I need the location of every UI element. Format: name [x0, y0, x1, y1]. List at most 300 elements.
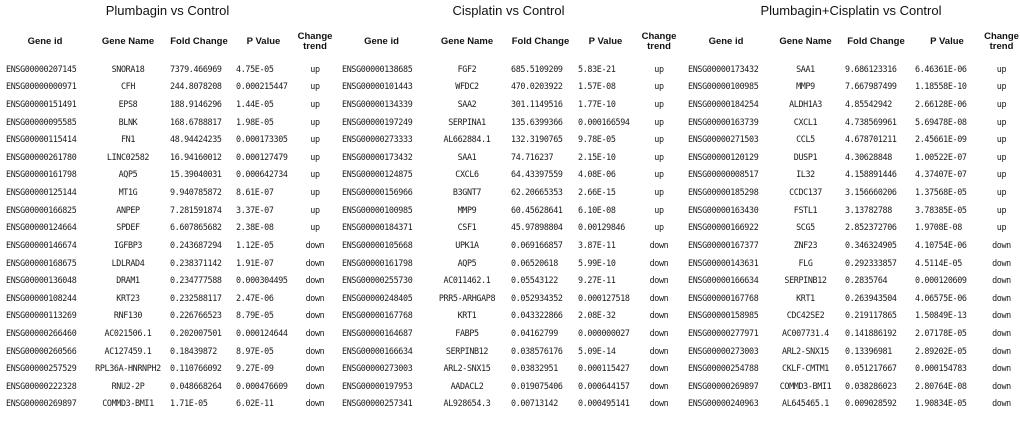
table-row [682, 201, 1020, 219]
p-value-cell: 4.75E-05 [236, 63, 274, 74]
fold-change-cell: 0.234777588 [170, 275, 222, 286]
gene-name-cell: AQP5 [118, 169, 138, 180]
header-row [336, 24, 681, 60]
change-trend-cell: up [310, 116, 320, 127]
table-row [0, 218, 335, 236]
change-trend-cell: up [654, 187, 664, 198]
change-trend-cell: down [992, 345, 1011, 356]
table-row [0, 201, 335, 219]
fold-change-cell: 0.04162799 [511, 327, 558, 338]
gene-name-cell: AC021506.1 [104, 327, 152, 338]
table-row [336, 359, 681, 377]
fold-change-cell: 0.2835764 [845, 275, 888, 286]
header-p-value: P Value [930, 36, 964, 47]
change-trend-cell: down [649, 275, 669, 286]
fold-change-cell: 0.263943504 [845, 292, 897, 303]
gene-id-cell: ENSG00000158985 [688, 310, 759, 321]
change-trend-cell: up [654, 151, 664, 162]
gene-name-cell: ANPEP [116, 204, 140, 215]
p-value-cell: 9.27E-11 [578, 275, 616, 286]
gene-name-cell: IGFBP3 [113, 239, 143, 250]
gene-name-cell: ARL2-SNX15 [443, 363, 491, 374]
change-trend-cell: up [996, 99, 1007, 110]
fold-change-cell: 0.13396981 [845, 345, 892, 356]
panel-title: Cisplatin vs Control [452, 3, 565, 18]
fold-change-cell: 3.13782788 [845, 204, 892, 215]
fold-change-cell: 0.009028592 [845, 398, 897, 409]
table-row [336, 148, 681, 166]
fold-change-cell: 0.05543122 [511, 275, 558, 286]
table-row [336, 236, 681, 254]
fold-change-cell: 0.202007501 [170, 327, 222, 338]
panel-title: Plumbagin vs Control [105, 3, 230, 18]
table-row [336, 307, 681, 325]
gene-name-cell: CXCL6 [455, 169, 479, 180]
change-trend-cell: up [996, 151, 1007, 162]
table-row [682, 113, 1020, 131]
fold-change-cell: 64.43397559 [511, 169, 563, 180]
gene-name-cell: MT1G [118, 187, 138, 198]
gene-id-cell: ENSG00000222328 [6, 380, 77, 391]
p-value-cell: 2.15E-10 [578, 151, 616, 162]
change-trend-cell: down [305, 363, 325, 374]
p-value-cell: 0.000215447 [236, 81, 288, 92]
table-row [0, 289, 335, 307]
gene-id-cell: ENSG00000277971 [688, 327, 759, 338]
p-value-cell: 4.10754E-06 [915, 239, 967, 250]
table-row [682, 236, 1020, 254]
fold-change-cell: 0.292333857 [845, 257, 897, 268]
fold-change-cell: 0.238371142 [170, 257, 222, 268]
p-value-cell: 1.98E-05 [236, 116, 274, 127]
fold-change-cell: 60.45628641 [511, 204, 563, 215]
gene-name-cell: SAA1 [796, 63, 815, 74]
change-trend-cell: up [654, 99, 664, 110]
fold-change-cell: 48.94424235 [170, 134, 222, 145]
table-row [336, 60, 681, 78]
p-value-cell: 3.78385E-05 [915, 204, 967, 215]
table-row [682, 218, 1020, 236]
p-value-cell: 8.61E-07 [236, 187, 274, 198]
gene-name-cell: KRT1 [796, 292, 815, 303]
gene-name-cell: FGF2 [457, 63, 477, 74]
change-trend-cell: down [649, 380, 669, 391]
gene-id-cell: ENSG00000167768 [688, 292, 759, 303]
gene-name-cell: RNU2-2P [111, 380, 145, 391]
gene-name-cell: AC011462.1 [443, 275, 491, 286]
gene-id-cell: ENSG00000008517 [688, 169, 759, 180]
fold-change-cell: 7379.466969 [170, 63, 222, 74]
gene-id-cell: ENSG00000156966 [342, 187, 413, 198]
p-value-cell: 4.37407E-07 [915, 169, 967, 180]
change-trend-cell: down [305, 380, 325, 391]
fold-change-cell: 135.6399366 [511, 116, 563, 127]
gene-id-cell: ENSG00000124875 [342, 169, 413, 180]
gene-id-cell: ENSG00000151491 [6, 99, 77, 110]
p-value-cell: 0.000120609 [915, 275, 967, 286]
fold-change-cell: 4.85542942 [845, 99, 892, 110]
fold-change-cell: 0.038286023 [845, 380, 897, 391]
gene-name-cell: KRT23 [116, 292, 140, 303]
change-trend-cell: up [996, 81, 1007, 92]
change-trend-cell: down [992, 380, 1011, 391]
fold-change-cell: 132.3190765 [511, 134, 563, 145]
gene-id-cell: ENSG00000273333 [342, 134, 413, 145]
p-value-cell: 2.66E-15 [578, 187, 616, 198]
p-value-cell: 0.000304495 [236, 275, 288, 286]
fold-change-cell: 2.852372706 [845, 222, 897, 233]
p-value-cell: 1.57E-08 [578, 81, 616, 92]
gene-name-cell: SCG5 [796, 222, 815, 233]
gene-id-cell: ENSG00000167768 [342, 310, 413, 321]
gene-id-cell: ENSG00000115414 [6, 134, 77, 145]
gene-id-cell: ENSG00000166825 [6, 204, 77, 215]
p-value-cell: 2.66128E-06 [915, 99, 967, 110]
gene-id-cell: ENSG00000163739 [688, 116, 759, 127]
change-trend-cell: up [996, 116, 1007, 127]
gene-id-cell: ENSG00000269897 [6, 398, 77, 409]
header-row [682, 24, 1020, 60]
gene-name-cell: DRAM1 [116, 275, 140, 286]
change-trend-cell: down [649, 257, 669, 268]
gene-name-cell: FLG [798, 257, 813, 268]
p-value-cell: 8.97E-05 [236, 345, 274, 356]
p-value-cell: 2.38E-08 [236, 222, 274, 233]
table-row [336, 130, 681, 148]
change-trend-cell: down [992, 310, 1011, 321]
gene-id-cell: ENSG00000100985 [688, 81, 759, 92]
p-value-cell: 0.000000027 [578, 327, 630, 338]
table-row [336, 395, 681, 413]
gene-id-cell: ENSG00000113269 [6, 310, 77, 321]
gene-name-cell: FSTL1 [793, 204, 818, 215]
header-gene-id: Gene id [27, 36, 63, 47]
gene-name-cell: FN1 [120, 134, 136, 145]
fold-change-cell: 1.71E-05 [170, 398, 208, 409]
gene-name-cell: UPK1A [455, 239, 479, 250]
table-row [682, 395, 1020, 413]
p-value-cell: 1.77E-10 [578, 99, 616, 110]
gene-name-cell: AL645465.1 [782, 398, 829, 409]
gene-name-cell: MMP9 [457, 204, 477, 215]
fold-change-cell: 0.048668264 [170, 380, 222, 391]
table-row [682, 271, 1020, 289]
fold-change-cell: 168.6788817 [170, 116, 222, 127]
gene-name-cell: SERPINA1 [448, 116, 486, 127]
change-trend-cell: down [649, 345, 669, 356]
gene-name-cell: AQP5 [457, 257, 477, 268]
header-change-trend: Change trend [641, 31, 677, 52]
table-row [0, 271, 335, 289]
gene-id-cell: ENSG00000095585 [6, 116, 77, 127]
table-row [682, 324, 1020, 342]
table-row [0, 60, 335, 78]
table-row [336, 271, 681, 289]
fold-change-cell: 9.686123316 [845, 63, 897, 74]
gene-name-cell: RNF130 [113, 310, 143, 321]
fold-change-cell: 7.281591874 [170, 204, 222, 215]
gene-id-cell: ENSG00000207145 [6, 63, 77, 74]
change-trend-cell: up [310, 63, 320, 74]
gene-name-cell: SERPINB12 [445, 345, 489, 356]
gene-id-cell: ENSG00000257341 [342, 398, 413, 409]
fold-change-cell: 0.03832951 [511, 363, 558, 374]
table-row [682, 359, 1020, 377]
header-gene-id: Gene id [708, 36, 744, 47]
gene-id-cell: ENSG00000125144 [6, 187, 77, 198]
change-trend-cell: up [310, 99, 320, 110]
change-trend-cell: up [654, 204, 664, 215]
table-row [682, 166, 1020, 184]
header-p-value: P Value [246, 36, 281, 47]
p-value-cell: 1.44E-05 [236, 99, 274, 110]
change-trend-cell: up [996, 134, 1007, 145]
fold-change-cell: 188.9146296 [170, 99, 222, 110]
p-value-cell: 0.000173305 [236, 134, 288, 145]
header-gene-name: Gene Name [779, 36, 832, 47]
change-trend-cell: down [992, 327, 1011, 338]
p-value-cell: 0.000166594 [578, 116, 630, 127]
change-trend-cell: down [992, 398, 1011, 409]
fold-change-cell: 301.1149516 [511, 99, 563, 110]
gene-id-cell: ENSG00000197953 [342, 380, 413, 391]
table-row [682, 289, 1020, 307]
change-trend-cell: down [992, 257, 1011, 268]
p-value-cell: 3.37E-07 [236, 204, 274, 215]
table-row [336, 289, 681, 307]
gene-id-cell: ENSG00000167377 [688, 239, 759, 250]
fold-change-cell: 470.0203922 [511, 81, 563, 92]
gene-id-cell: ENSG00000146674 [6, 239, 77, 250]
table-row [0, 307, 335, 325]
gene-name-cell: CXCL1 [793, 116, 818, 127]
gene-name-cell: CCDC137 [789, 187, 822, 198]
change-trend-cell: up [996, 222, 1007, 233]
p-value-cell: 0.000644157 [578, 380, 630, 391]
table-row [336, 201, 681, 219]
gene-name-cell: PRR5-ARHGAP8 [438, 292, 496, 303]
gene-id-cell: ENSG00000254788 [688, 363, 759, 374]
gene-id-cell: ENSG00000273003 [342, 363, 413, 374]
gene-id-cell: ENSG00000269897 [688, 380, 759, 391]
p-value-cell: 3.87E-11 [578, 239, 616, 250]
gene-id-cell: ENSG00000257529 [6, 363, 77, 374]
change-trend-cell: up [654, 63, 664, 74]
gene-name-cell: CDC42SE2 [786, 310, 825, 321]
gene-id-cell: ENSG00000120129 [688, 151, 759, 162]
p-value-cell: 1.37568E-05 [915, 187, 967, 198]
table-row [0, 236, 335, 254]
header-gene-id: Gene id [364, 36, 399, 47]
fold-change-cell: 0.00713142 [511, 398, 558, 409]
change-trend-cell: down [992, 363, 1011, 374]
change-trend-cell: down [992, 292, 1011, 303]
table-row [0, 359, 335, 377]
change-trend-cell: down [992, 275, 1011, 286]
change-trend-cell: down [305, 398, 325, 409]
table-row [336, 218, 681, 236]
change-trend-cell: up [996, 187, 1007, 198]
p-value-cell: 5.09E-14 [578, 345, 616, 356]
change-trend-cell: down [649, 363, 669, 374]
change-trend-cell: down [305, 239, 325, 250]
gene-name-cell: FABP5 [455, 327, 479, 338]
table-row [336, 78, 681, 96]
gene-id-cell: ENSG00000260566 [6, 345, 77, 356]
change-trend-cell: up [996, 63, 1007, 74]
gene-name-cell: AADACL2 [450, 380, 484, 391]
gene-table [0, 24, 335, 412]
header-p-value: P Value [588, 36, 623, 47]
gene-name-cell: IL32 [796, 169, 815, 180]
table-row [682, 342, 1020, 360]
gene-id-cell: ENSG00000166634 [342, 345, 413, 356]
gene-id-cell: ENSG00000261780 [6, 151, 77, 162]
fold-change-cell: 7.667987499 [845, 81, 897, 92]
gene-name-cell: RPL36A-HNRNPH2 [95, 363, 161, 374]
gene-name-cell: COMMD3-BMI1 [779, 380, 832, 391]
table-row [336, 95, 681, 113]
p-value-cell: 2.07178E-05 [915, 327, 967, 338]
table-row [0, 95, 335, 113]
gene-id-cell: ENSG00000138685 [342, 63, 413, 74]
table-row [336, 113, 681, 131]
fold-change-cell: 4.738569961 [845, 116, 897, 127]
p-value-cell: 0.000124644 [236, 327, 288, 338]
gene-id-cell: ENSG00000163430 [688, 204, 759, 215]
change-trend-cell: down [992, 239, 1011, 250]
fold-change-cell: 62.20665353 [511, 187, 563, 198]
gene-id-cell: ENSG00000105668 [342, 239, 413, 250]
fold-change-cell: 4.30628848 [845, 151, 892, 162]
fold-change-cell: 9.940785872 [170, 187, 222, 198]
gene-id-cell: ENSG00000273003 [688, 345, 759, 356]
gene-id-cell: ENSG00000124664 [6, 222, 77, 233]
header-row [0, 24, 335, 60]
p-value-cell: 4.5114E-05 [915, 257, 962, 268]
p-value-cell: 1.9708E-08 [915, 222, 962, 233]
fold-change-cell: 4.678701211 [845, 134, 897, 145]
table-row [0, 113, 335, 131]
table-row [336, 342, 681, 360]
p-value-cell: 0.000127518 [578, 292, 630, 303]
table-row [682, 183, 1020, 201]
gene-name-cell: SNORA18 [111, 63, 145, 74]
table-row [682, 78, 1020, 96]
gene-name-cell: CKLF-CMTM1 [782, 363, 829, 374]
gene-name-cell: AC127459.1 [104, 345, 152, 356]
gene-name-cell: COMMD3-BMI1 [102, 398, 154, 409]
p-value-cell: 5.83E-21 [578, 63, 616, 74]
gene-id-cell: ENSG00000143631 [688, 257, 759, 268]
p-value-cell: 9.27E-09 [236, 363, 274, 374]
change-trend-cell: down [649, 398, 669, 409]
gene-id-cell: ENSG00000271503 [688, 134, 759, 145]
gene-id-cell: ENSG00000100985 [342, 204, 413, 215]
p-value-cell: 2.45661E-09 [915, 134, 967, 145]
p-value-cell: 4.08E-06 [578, 169, 616, 180]
gene-name-cell: LINC02582 [106, 151, 150, 162]
change-trend-cell: down [649, 239, 669, 250]
p-value-cell: 1.18558E-10 [915, 81, 967, 92]
table-row [0, 183, 335, 201]
gene-id-cell: ENSG00000184254 [688, 99, 759, 110]
change-trend-cell: up [996, 204, 1007, 215]
change-trend-cell: down [305, 327, 325, 338]
gene-name-cell: CFH [120, 81, 136, 92]
p-value-cell: 9.78E-05 [578, 134, 616, 145]
table-row [336, 183, 681, 201]
table-row [682, 95, 1020, 113]
change-trend-cell: up [654, 169, 664, 180]
p-value-cell: 0.000115427 [578, 363, 630, 374]
fold-change-cell: 74.716237 [511, 151, 554, 162]
p-value-cell: 6.46361E-06 [915, 63, 967, 74]
table-row [336, 324, 681, 342]
fold-change-cell: 244.8078208 [170, 81, 222, 92]
fold-change-cell: 15.39040031 [170, 169, 222, 180]
gene-name-cell: SERPINB12 [784, 275, 827, 286]
gene-id-cell: ENSG00000173432 [342, 151, 413, 162]
fold-change-cell: 0.038576176 [511, 345, 563, 356]
fold-change-cell: 0.051217667 [845, 363, 897, 374]
gene-id-cell: ENSG00000184371 [342, 222, 413, 233]
p-value-cell: 2.80764E-08 [915, 380, 967, 391]
gene-id-cell: ENSG00000166634 [688, 275, 759, 286]
gene-name-cell: WFDC2 [455, 81, 479, 92]
change-trend-cell: up [310, 134, 320, 145]
gene-id-cell: ENSG00000185298 [688, 187, 759, 198]
change-trend-cell: down [305, 345, 325, 356]
change-trend-cell: down [305, 275, 325, 286]
gene-id-cell: ENSG00000197249 [342, 116, 413, 127]
gene-name-cell: ARL2-SNX15 [782, 345, 829, 356]
gene-table [682, 24, 1020, 412]
gene-id-cell: ENSG00000173432 [688, 63, 759, 74]
header-fold-change: Fold Change [511, 36, 570, 47]
p-value-cell: 1.90834E-05 [915, 398, 967, 409]
gene-table [336, 24, 681, 412]
change-trend-cell: up [310, 222, 320, 233]
gene-id-cell: ENSG00000266460 [6, 327, 77, 338]
p-value-cell: 0.000154783 [915, 363, 967, 374]
change-trend-cell: up [654, 222, 664, 233]
p-value-cell: 1.00522E-07 [915, 151, 967, 162]
gene-id-cell: ENSG00000161798 [6, 169, 77, 180]
table-row [682, 148, 1020, 166]
header-gene-name: Gene Name [101, 36, 155, 47]
change-trend-cell: up [996, 169, 1007, 180]
gene-id-cell: ENSG00000166922 [688, 222, 759, 233]
header-change-trend: Change trend [984, 31, 1019, 52]
gene-name-cell: SAA1 [457, 151, 477, 162]
table-row [682, 377, 1020, 395]
change-trend-cell: down [305, 310, 325, 321]
table-row [0, 166, 335, 184]
p-value-cell: 0.000127479 [236, 151, 288, 162]
change-trend-cell: up [310, 204, 320, 215]
gene-name-cell: AL662884.1 [443, 134, 491, 145]
change-trend-cell: up [310, 151, 320, 162]
header-change-trend: Change trend [297, 31, 333, 52]
fold-change-cell: 0.052934352 [511, 292, 563, 303]
gene-name-cell: CCL5 [796, 134, 815, 145]
p-value-cell: 4.06575E-06 [915, 292, 967, 303]
fold-change-cell: 0.232588117 [170, 292, 222, 303]
gene-name-cell: EPS8 [118, 99, 138, 110]
table-row [336, 377, 681, 395]
gene-id-cell: ENSG00000240963 [688, 398, 759, 409]
